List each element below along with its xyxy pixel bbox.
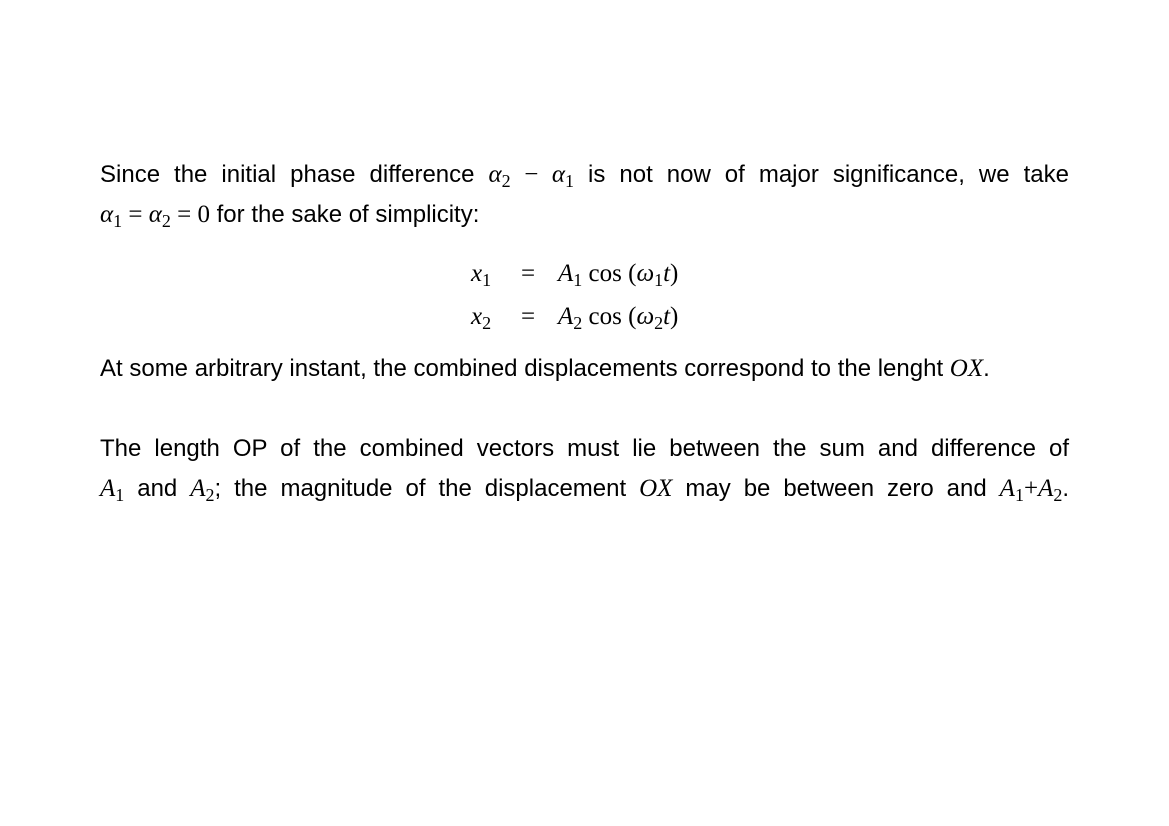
subscript: 1 <box>113 211 123 231</box>
subscript: 1 <box>565 171 575 191</box>
zero: 0 <box>197 201 210 228</box>
amplitude-a1: A <box>100 475 116 502</box>
paragraph-3-line-1: The length OP of the combined vectors must lie between the sum and difference of <box>100 435 1069 462</box>
amplitude: A <box>558 303 574 330</box>
subscript: 2 <box>482 313 492 333</box>
subscript: 1 <box>573 270 583 290</box>
paragraph-1-line-2 <box>100 200 479 230</box>
equation-equals: = <box>521 260 536 287</box>
text: ; the magnitude of the displacement <box>214 475 640 502</box>
amplitude-a1: A <box>999 475 1015 502</box>
text: Since the initial phase difference <box>100 161 489 188</box>
minus-sign: − <box>510 161 552 188</box>
subscript: 1 <box>115 485 125 505</box>
omega-symbol: ω <box>636 260 655 287</box>
ox-symbol: OX <box>949 355 984 382</box>
text: . <box>983 355 990 382</box>
text: . <box>1062 475 1070 502</box>
amplitude-a2: A <box>190 475 206 502</box>
subscript: 2 <box>205 485 215 505</box>
equation-rhs: $A_2$ $\cos (\omega_2t)$ <box>558 303 679 333</box>
alpha-symbol: α <box>551 161 566 188</box>
plus-sign: + <box>1023 475 1039 502</box>
variable-t: t <box>663 303 671 330</box>
equation-lhs <box>471 259 491 289</box>
amplitude-a2: A <box>1038 475 1054 502</box>
subscript: 1 <box>482 270 492 290</box>
variable-x: x <box>471 303 483 330</box>
text: for the sake of simplicity: <box>209 201 480 228</box>
equation-rhs: $A_1$ $\cos (\omega_1t)$ <box>558 260 679 290</box>
equals-sign: = <box>170 201 198 228</box>
subscript: 2 <box>501 171 511 191</box>
text: is not now of major significance, we take <box>574 161 1069 188</box>
equation-equals: = <box>521 303 536 330</box>
omega-symbol: ω <box>636 303 655 330</box>
subscript: 1 <box>654 270 664 290</box>
text: may be between zero and <box>672 475 1000 502</box>
subscript: 2 <box>1053 485 1063 505</box>
cos-function: cos <box>588 260 622 287</box>
amplitude: A <box>558 260 574 287</box>
cos-function: cos <box>588 303 622 330</box>
subscript: 2 <box>654 313 664 333</box>
paragraph-2 <box>100 354 990 384</box>
alpha-symbol: α <box>488 161 502 188</box>
ox-symbol: OX <box>639 475 673 502</box>
subscript: 1 <box>1014 485 1024 505</box>
equation-lhs <box>471 302 491 332</box>
equals-sign: = <box>122 201 149 228</box>
text: and <box>124 475 191 502</box>
alpha-symbol: α <box>148 201 162 228</box>
variable-t: t <box>663 260 671 287</box>
subscript: 2 <box>573 313 583 333</box>
paragraph-1-line-1 <box>100 160 1069 190</box>
paragraph-3-line-2 <box>100 474 1069 504</box>
text: At some arbitrary instant, the combined displacements correspond to the lenght <box>100 355 950 382</box>
alpha-symbol: α <box>100 201 114 228</box>
subscript: 2 <box>161 211 171 231</box>
variable-x: x <box>471 260 483 287</box>
